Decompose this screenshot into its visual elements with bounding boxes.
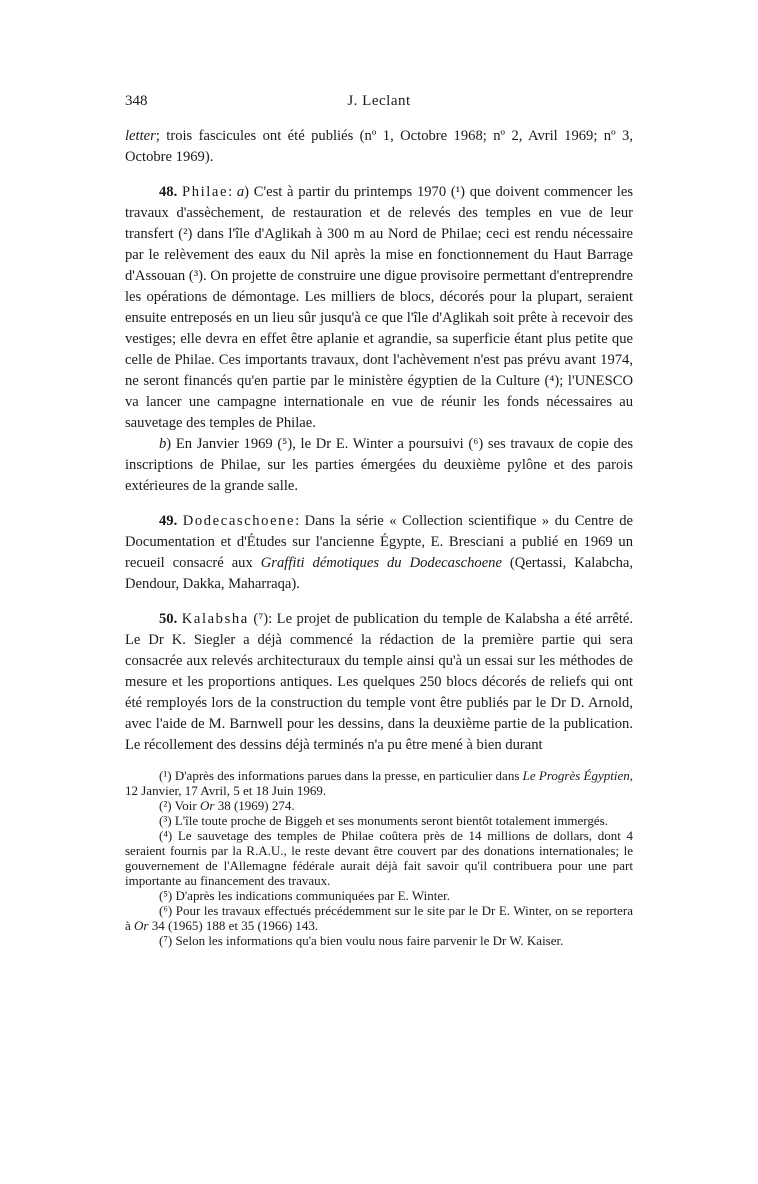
footnote-mark: (¹): [159, 768, 172, 783]
paragraph-text: , le Dr E. Winter a poursuivi: [292, 436, 469, 452]
footnote-text: 34 (1965) 188 et 35 (1966) 143.: [148, 918, 319, 933]
footnote-mark: (⁵): [159, 888, 173, 903]
footnote-text: Pour les travaux effectués précédemment sur le site par le Dr E. Winter, on se reportera à: [125, 903, 633, 933]
footnote-text: Voir: [171, 798, 200, 813]
paragraph-text: : Dans la série « Collection scientifique » du Centre de Documentation et d'Études sur l'ancienne Égypte, E. Bresciani a publié en 1969 un recueil consacré aux: [125, 513, 633, 571]
item-letter: b: [159, 436, 167, 452]
footnote-mark: (⁷): [159, 933, 173, 948]
paragraph-text: ) En Janvier 1969: [166, 436, 278, 452]
section-title: Kalabsha: [181, 611, 249, 627]
footnote-text: Selon les informations qu'a bien voulu nous faire parvenir le Dr W. Kaiser.: [172, 933, 564, 948]
footnotes: [125, 768, 633, 948]
footnote-reference: (¹): [450, 184, 465, 200]
section-48-philae-b: [125, 434, 633, 497]
item-letter: a: [236, 184, 245, 200]
paragraph-text: (Qertassi, Kalabcha, Dendour, Dakka, Maharraqa).: [125, 555, 633, 592]
paragraph-text: . On projette de construire une digue provisoire permettant d'entreprendre les opérations de démontage. Les milliers de blocs, décorés pour la plupart, seraient ensuite entreposés en un lieu sûr jusqu'à ce que l'île d'Aglikah soit prête à recevoir des vestiges; elle devra en effet être aplanie et agrandie, sa superficie étant plus petite que celle de Philae. Ces importants travaux, dont l'achèvement n'est pas prévu avant 1974, ne seront financés qu'en partie par le ministère égyptien de la Culture: [125, 268, 633, 389]
italic-title: Or: [134, 918, 149, 933]
footnote-text: D'après des informations parues dans la presse, en particulier dans: [171, 768, 523, 783]
italic-title: Le Progrès Égyptien: [522, 768, 630, 783]
page-number: 348: [125, 93, 148, 109]
footnote-5: [125, 888, 633, 903]
footnote-2: [125, 798, 633, 813]
footnote-text: D'après les indications communiquées par E. Winter.: [172, 888, 450, 903]
paragraph-text: que doivent commencer les travaux d'assèchement, de restauration et de relevés des temples en vue de leur transfert: [125, 184, 633, 242]
body-text: [125, 126, 633, 756]
footnote-text: L'île toute proche de Biggeh et ses monuments seront bientôt totalement immergés.: [171, 813, 608, 828]
paragraph-continuation: [125, 126, 633, 168]
footnote-text: Le sauvetage des temples de Philae coûtera près de 14 millions de dollars, dont 4 seraient fournis par la R.A.U., le reste devant être couvert par des donations internationales; le gouvernement de l'Allemagne fédérale aurait déjà fait savoir qu'il contribuera pour une part importante au financement des travaux.: [125, 828, 633, 888]
paragraph-text: ses travaux de copie des inscriptions de Philae, sur les parties émergées du deuxième pylône et des parois extérieures de la grande salle.: [125, 436, 633, 494]
footnote-mark: (⁶): [159, 903, 173, 918]
page-header: [125, 93, 633, 115]
section-number: 49.: [159, 513, 178, 529]
footnote-7: [125, 933, 633, 948]
footnote-6: [125, 903, 633, 933]
section-49-dodecaschoene: [125, 511, 633, 595]
footnote-text: , 12 Janvier, 17 Avril, 5 et 18 Juin 1969.: [125, 768, 634, 798]
section-number: 48.: [159, 184, 178, 200]
footnote-reference: (⁴): [544, 373, 560, 389]
footnote-mark: (³): [159, 813, 172, 828]
italic-text: letter: [125, 128, 156, 144]
footnote-1: [125, 768, 633, 798]
section-title: Philae: [181, 184, 229, 200]
paragraph-text: dans l'île d'Aglikah à 300 m au Nord de Philae; ceci est rendu nécessaire par le relèvement des eaux du Nil après la mise en fonctionnement du Haut Barrage d'Assouan: [125, 226, 633, 284]
paragraph-text: : Le projet de publication du temple de Kalabsha a été arrêté. Le Dr K. Siegler a déjà commencé la rédaction de la première partie qui sera consacrée aux relevés architecturaux du temple ainsi qu'à un essai sur les méthodes de mesure et les proportions antiques. Les quelques 250 blocs décorés de reliefs qui ont été remployés lors de la construction du temple vont être publiés par le Dr D. Arnold, avec l'aide de M. Barnwell pour les dessins, dans la deuxième partie de la publication. Le récollement des dessins déjà terminés n'a pu être mené à bien durant: [125, 611, 633, 753]
italic-title: Graffiti démotiques du Dodecaschoene: [260, 555, 502, 571]
section-number: 50.: [159, 611, 178, 627]
footnote-reference: (⁵): [277, 436, 293, 452]
paragraph-text: ; l'UNESCO va lancer une campagne internationale en vue de réunir les fonds nécessaires au sauvetage des temples de Philae.: [125, 373, 633, 431]
footnote-4: [125, 828, 633, 888]
section-48-philae-a: [125, 182, 633, 434]
footnote-mark: (⁴): [159, 828, 173, 843]
paragraph-text: ; trois fascicules ont été publiés (nº 1, Octobre 1968; nº 2, Avril 1969; nº 3, Octobre 1969).: [125, 128, 633, 165]
footnote-3: [125, 813, 633, 828]
section-title: Dodecaschoene: [182, 513, 296, 529]
footnote-reference: (²): [178, 226, 193, 242]
footnote-mark: (²): [159, 798, 172, 813]
section-50-kalabsha: [125, 609, 633, 756]
footnote-reference: (³): [188, 268, 203, 284]
running-head: J. Leclant: [347, 93, 411, 109]
italic-title: Or: [199, 798, 215, 813]
footnote-reference: (⁷): [253, 611, 269, 627]
paragraph-text: :: [228, 184, 237, 200]
footnote-reference: (⁶): [468, 436, 484, 452]
paragraph-text: ) C'est à partir du printemps 1970: [244, 184, 451, 200]
footnote-text: 38 (1969) 274.: [214, 798, 295, 813]
